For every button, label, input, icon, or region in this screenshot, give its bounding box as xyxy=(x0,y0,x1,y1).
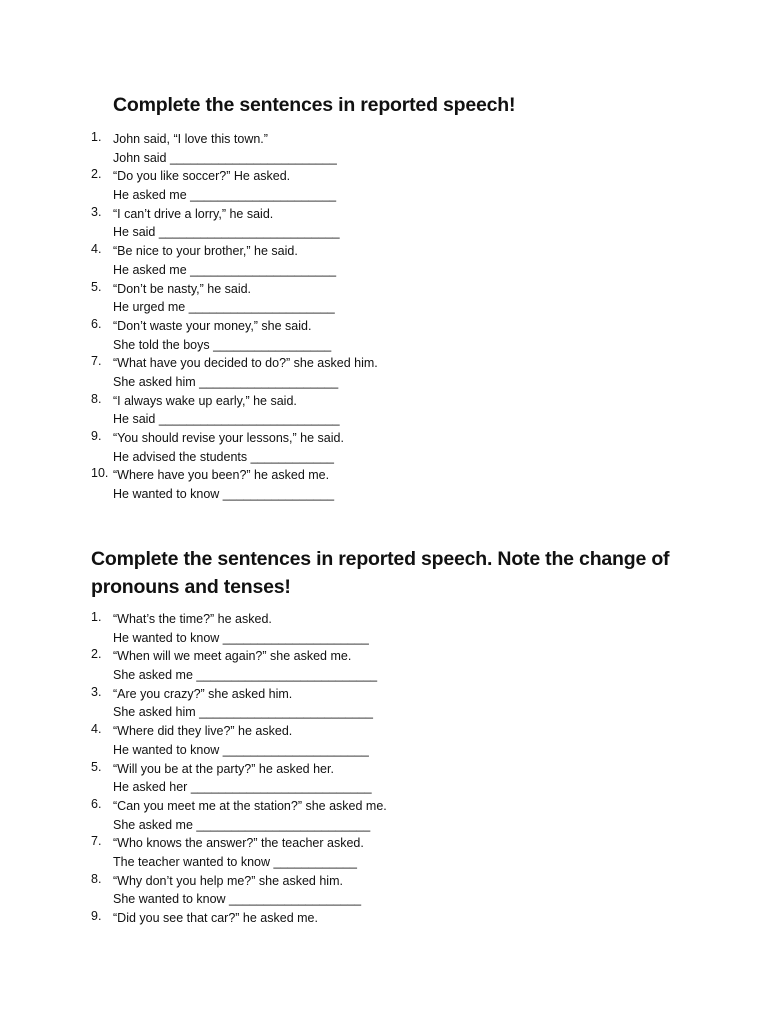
item-answer: John said ________________________ xyxy=(113,150,337,165)
item-quote: “Where did they live?” he asked. xyxy=(113,724,293,739)
item-number: 8. xyxy=(91,871,102,886)
item-number: 4. xyxy=(91,722,102,737)
list-item xyxy=(91,722,387,759)
list-item xyxy=(91,610,387,647)
item-number: 2. xyxy=(91,647,102,662)
item-quote: “Be nice to your brother,” he said. xyxy=(113,244,298,259)
item-quote: “Are you crazy?” she asked him. xyxy=(113,686,293,701)
item-number: 1. xyxy=(91,610,102,624)
item-number: 9. xyxy=(91,429,102,443)
list-item xyxy=(91,685,387,722)
item-number: 9. xyxy=(91,909,102,923)
list-item xyxy=(91,834,387,871)
item-number: 6. xyxy=(91,316,102,331)
item-answer: He wanted to know _____________________ xyxy=(113,742,369,757)
item-answer: He asked me _____________________ xyxy=(113,188,337,203)
list-item xyxy=(91,466,378,503)
list-item xyxy=(91,760,387,797)
list-item xyxy=(91,872,387,909)
item-number: 3. xyxy=(91,204,102,219)
item-number: 4. xyxy=(91,242,102,257)
item-answer: He urged me _____________________ xyxy=(113,300,335,315)
item-answer: He wanted to know ________________ xyxy=(113,487,335,502)
list-item xyxy=(91,205,378,242)
item-answer: He said __________________________ xyxy=(113,225,340,240)
item-number: 10. xyxy=(91,466,109,481)
item-answer: He advised the students ____________ xyxy=(113,449,335,464)
section1-title: Complete the sentences in reported speech! xyxy=(113,94,516,116)
list-item xyxy=(91,167,378,204)
item-answer: She asked him _________________________ xyxy=(113,705,373,720)
item-answer: She asked me __________________________ xyxy=(113,668,378,683)
list-item xyxy=(91,392,378,429)
item-number: 7. xyxy=(91,354,102,369)
item-quote: “Can you meet me at the station?” she asked me. xyxy=(113,798,387,813)
list-item xyxy=(91,909,387,928)
item-quote: “What’s the time?” he asked. xyxy=(113,612,272,626)
item-number: 3. xyxy=(91,684,102,699)
item-answer: He asked me _____________________ xyxy=(113,262,337,277)
item-quote: John said, “I love this town.” xyxy=(113,132,268,146)
item-number: 2. xyxy=(91,167,102,182)
item-quote: “Why don’t you help me?” she asked him. xyxy=(113,873,343,888)
list-item xyxy=(91,317,378,354)
list-item xyxy=(91,797,387,834)
list-item xyxy=(91,429,378,466)
item-quote: “Did you see that car?” he asked me. xyxy=(113,911,318,925)
item-quote: “You should revise your lessons,” he said. xyxy=(113,431,344,445)
item-number: 8. xyxy=(91,391,102,406)
list-item xyxy=(91,130,378,167)
item-quote: “What have you decided to do?” she asked him. xyxy=(113,356,378,371)
item-quote: “Will you be at the party?” he asked her. xyxy=(113,761,334,776)
item-answer: The teacher wanted to know ____________ xyxy=(113,854,357,869)
item-quote: “Do you like soccer?” He asked. xyxy=(113,169,291,184)
item-answer: She asked him ____________________ xyxy=(113,374,339,389)
item-answer: She wanted to know ___________________ xyxy=(113,892,362,907)
list-item xyxy=(91,354,378,391)
item-answer: She told the boys _________________ xyxy=(113,337,332,352)
item-answer: He said __________________________ xyxy=(113,412,340,427)
item-quote: “When will we meet again?” she asked me. xyxy=(113,649,352,664)
item-answer: She asked me _________________________ xyxy=(113,817,371,832)
item-number: 1. xyxy=(91,130,102,144)
item-number: 6. xyxy=(91,796,102,811)
section1-list xyxy=(91,130,378,504)
list-item xyxy=(91,280,378,317)
item-quote: “Don’t waste your money,” she said. xyxy=(113,318,312,333)
list-item xyxy=(91,647,387,684)
item-number: 5. xyxy=(91,759,102,774)
section2-title: Complete the sentences in reported speech. Note the change of pronouns and tenses! xyxy=(91,548,670,598)
item-quote: “Don’t be nasty,” he said. xyxy=(113,281,252,296)
section2-list xyxy=(91,610,387,928)
item-answer: He asked her __________________________ xyxy=(113,780,372,795)
item-answer: He wanted to know _____________________ xyxy=(113,630,369,645)
item-quote: “Who knows the answer?” the teacher asked. xyxy=(113,836,364,851)
item-number: 5. xyxy=(91,279,102,294)
list-item xyxy=(91,242,378,279)
item-quote: “Where have you been?” he asked me. xyxy=(113,468,330,483)
item-number: 7. xyxy=(91,834,102,849)
item-quote: “I can’t drive a lorry,” he said. xyxy=(113,206,274,221)
item-quote: “I always wake up early,” he said. xyxy=(113,393,297,408)
